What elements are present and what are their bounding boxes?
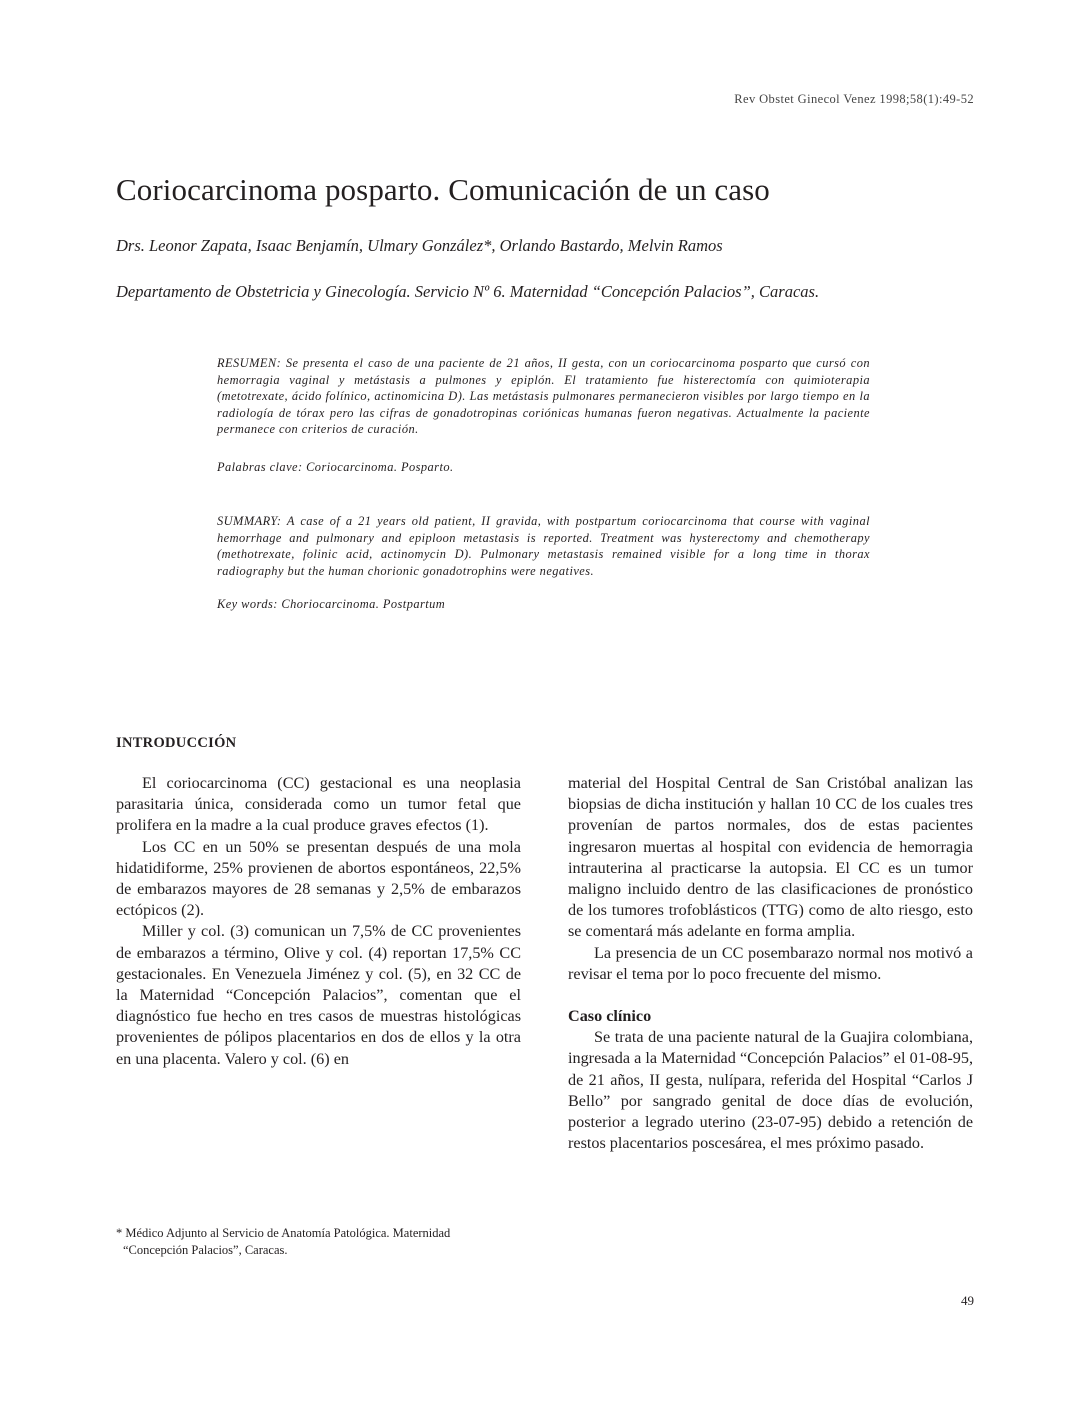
section-heading-introduccion: INTRODUCCIÓN	[116, 735, 237, 751]
body-paragraph: Miller y col. (3) comunican un 7,5% de CC provenientes de embarazos a término, Olive y col. (4) reportan 17,5% CC gestacionales. En Venezuela Jiménez y col. (5), en 32 CC de la Maternidad “Concepción Palacios”, comentan que el diagnóstico fue hecho en tres casos de muestras histológicas provenientes de pólipos placentarios en dos de ellos y la otra en una placenta. Valero y col. (6) en	[116, 922, 521, 1068]
section-heading-caso-clinico: Caso clínico	[568, 1007, 652, 1026]
footnote-line: * Médico Adjunto al Servicio de Anatomía Patológica. Maternidad	[116, 1226, 451, 1240]
footnote	[116, 1225, 536, 1259]
article-title: Coriocarcinoma posparto. Comunicación de un caso	[116, 172, 770, 207]
resumen-abstract: RESUMEN: Se presenta el caso de una paciente de 21 años, II gesta, con un coriocarcinoma posparto que cursó con hemorragia vaginal y metástasis a pulmones y epiplón. El tratamiento fue histerectomía con quimioterapia (metotrexate, ácido folínico, actinomicina D). Las metástasis pulmonares permanecieron visibles por largo tiempo en la radiología de tórax pero las cifras de gonadotropinas coriónicas humanas fueron negativas. Actualmente la paciente permanece con criterios de curación.	[217, 356, 870, 436]
journal-reference: Rev Obstet Ginecol Venez 1998;58(1):49-52	[734, 92, 974, 106]
body-paragraph: Los CC en un 50% se presentan después de una mola hidatidiforme, 25% provienen de abortos espontáneos, 22,5% de embarazos mayores de 28 semanas y 2,5% de embarazos ectópicos (2).	[116, 837, 521, 920]
key-words: Key words: Choriocarcinoma. Postpartum	[217, 597, 446, 611]
body-paragraph: Se trata de una paciente natural de la Guajira colombiana, ingresada a la Maternidad “Concepción Palacios” el 01-08-95, de 21 años, II gesta, nulípara, referida del Hospital “Carlos J Bello” por sangrado genital de doce días de evolución, posterior a legrado uterino (23-07-95) debido a retención de restos placentarios poscesárea, el mes próximo pasado.	[568, 1028, 973, 1153]
body-paragraph-continuation: material del Hospital Central de San Cristóbal analizan las biopsias de dicha institución y hallan 10 CC de los cuales tres provenían de partos normales, dos de estas pacientes ingresaron muertas al hospital con evidencia de hemorragia intrauterina al practicarse la autopsia. El CC es un tumor maligno incluido dentro de las clasificaciones de pronóstico de los tumores trofoblásticos (TTG) como de alto riesgo, esto se comentará más adelante en forma amplia.	[568, 774, 973, 941]
body-paragraph: La presencia de un CC posembarazo normal nos motivó a revisar el tema por lo poco frecuente del mismo.	[568, 943, 973, 983]
palabras-clave: Palabras clave: Coriocarcinoma. Posparto.	[217, 460, 454, 474]
summary-abstract: SUMMARY: A case of a 21 years old patient, II gravida, with postpartum coriocarcinoma that course with vaginal hemorrhage and pulmonary and epiploon metastasis is reported. Treatment was hysterectomy and chemotherapy (methotrexate, folinic acid, actinomycin D). Pulmonary metastasis remained visible for a long time in thorax radiography but the human chorionic gonadotrophins were negatives.	[217, 514, 870, 578]
body-paragraph: El coriocarcinoma (CC) gestacional es una neoplasia parasitaria única, considerada como un tumor fetal que prolifera en la madre a la cual produce graves efectos (1).	[116, 774, 521, 835]
left-column	[116, 773, 521, 1070]
right-column	[568, 773, 973, 1154]
page-number: 49	[961, 1293, 974, 1308]
footnote-line: “Concepción Palacios”, Caracas.	[123, 1243, 288, 1257]
affiliation: Departamento de Obstetricia y Ginecología. Servicio Nº 6. Maternidad “Concepción Palacios”, Caracas.	[116, 282, 820, 301]
author-list: Drs. Leonor Zapata, Isaac Benjamín, Ulmary González*, Orlando Bastardo, Melvin Ramos	[116, 236, 723, 255]
